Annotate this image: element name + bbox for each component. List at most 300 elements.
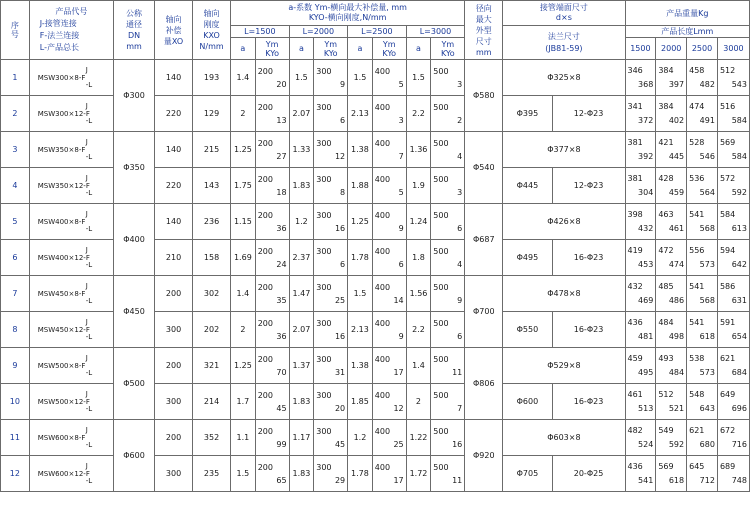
model-f: F	[85, 398, 90, 406]
header-len-2000: 2000	[656, 38, 687, 60]
header-dn: 公称 通径 DN mm	[113, 1, 154, 60]
lat2-ym: 300	[316, 66, 332, 76]
model-j: J	[85, 462, 88, 470]
header-axial-stiff: 轴向 刚度 KXO N/mm	[193, 1, 231, 60]
weight-b: 543	[731, 80, 747, 89]
header-ym3: Ym	[382, 39, 396, 49]
cell-xo: 140	[155, 204, 193, 240]
weight-a: 645	[689, 462, 705, 471]
cell-weight	[625, 240, 656, 276]
weight-a: 421	[658, 138, 674, 147]
cell-lat1	[255, 132, 289, 168]
weight-a: 672	[719, 426, 736, 435]
lat1-ym: 200	[257, 282, 273, 292]
model-l: -L	[85, 81, 93, 89]
model-f: F	[81, 146, 86, 154]
lat2-ym: 300	[316, 102, 332, 112]
model-f: F	[81, 362, 86, 370]
header-a1: a	[231, 38, 256, 60]
model-j: J	[85, 282, 88, 290]
header-L2500: L=2500	[348, 26, 407, 38]
header-ym2: Ym	[324, 39, 338, 49]
cell-od: Φ540	[465, 132, 503, 204]
cell-weight	[687, 240, 718, 276]
header-lateral-line2: KYO-横向刚度,N/mm	[308, 13, 387, 22]
weight-a: 591	[719, 318, 736, 327]
model-code: MSW600×12-	[37, 470, 86, 478]
cell-lat3	[372, 348, 406, 384]
model-f: F	[85, 182, 90, 190]
cell-lat3	[372, 168, 406, 204]
weight-a: 556	[689, 246, 705, 255]
cell-weight	[656, 168, 687, 204]
cell-a3: 1.38	[348, 348, 373, 384]
lat4-ym: 500	[433, 390, 449, 400]
cell-weight	[656, 96, 687, 132]
header-code-f: F-法兰连接	[39, 31, 80, 40]
model-l: -L	[85, 441, 93, 449]
lat1-kyo: 24	[276, 259, 287, 269]
header-L3000: L=3000	[406, 26, 465, 38]
header-flange-std: (JB81-59)	[545, 43, 583, 53]
lat2-ym: 300	[316, 282, 332, 292]
weight-a: 432	[627, 282, 643, 291]
weight-a: 459	[627, 354, 643, 363]
weight-a: 569	[719, 138, 736, 147]
weight-b: 392	[638, 152, 654, 161]
lat3-kyo: 14	[393, 295, 404, 305]
table-row	[1, 204, 750, 240]
cell-lat4	[431, 276, 465, 312]
lat1-kyo: 35	[276, 295, 287, 305]
lat1-ym: 200	[257, 318, 273, 328]
weight-b: 481	[638, 332, 654, 341]
weight-a: 549	[658, 426, 674, 435]
weight-a: 621	[689, 426, 705, 435]
weight-a: 572	[719, 174, 736, 183]
cell-kxo: 158	[193, 240, 231, 276]
lat1-ym: 200	[257, 462, 273, 472]
model-code: MSW500×8-	[37, 362, 82, 370]
cell-no: 4	[1, 168, 30, 204]
lat3-ym: 400	[374, 210, 391, 220]
table-row	[1, 420, 750, 456]
header-lateral-line1: a-系数 Ym-横向最大补偿量, mm	[288, 3, 407, 12]
cell-pipe: Φ529×8	[503, 348, 625, 384]
cell-a1: 1.25	[231, 132, 256, 168]
cell-kxo: 215	[193, 132, 231, 168]
lat3-ym: 400	[374, 462, 391, 472]
cell-no: 9	[1, 348, 30, 384]
weight-a: 463	[658, 210, 674, 219]
cell-kxo: 143	[193, 168, 231, 204]
lat2-ym: 300	[316, 138, 332, 148]
model-f: F	[81, 290, 86, 298]
weight-b: 568	[699, 296, 715, 305]
cell-dn: Φ600	[113, 420, 154, 492]
header-L1500: L=1500	[231, 26, 290, 38]
weight-b: 432	[638, 224, 654, 233]
lat4-ym: 500	[433, 354, 449, 364]
weight-b: 631	[731, 296, 747, 305]
cell-a1: 1.4	[231, 276, 256, 312]
weight-b: 368	[638, 80, 654, 89]
weight-a: 384	[658, 66, 674, 75]
lat4-ym: 500	[433, 102, 449, 112]
lat1-ym: 200	[257, 174, 273, 184]
cell-kxo: 214	[193, 384, 231, 420]
cell-a2: 1.83	[289, 168, 314, 204]
weight-b: 459	[668, 188, 685, 197]
cell-xo: 210	[155, 240, 193, 276]
header-len-1500: 1500	[625, 38, 656, 60]
lat3-ym: 400	[374, 390, 391, 400]
cell-lat1	[255, 168, 289, 204]
model-f: F	[85, 254, 90, 262]
lat4-kyo: 4	[457, 259, 463, 269]
cell-lat2	[314, 240, 348, 276]
lat4-kyo: 4	[457, 151, 463, 161]
cell-a1: 1.1	[231, 420, 256, 456]
lat1-kyo: 99	[276, 439, 287, 449]
lat4-kyo: 2	[457, 115, 463, 125]
weight-b: 304	[638, 188, 654, 197]
lat1-ym: 200	[257, 138, 273, 148]
lat4-kyo: 11	[452, 475, 463, 485]
model-text	[38, 254, 90, 263]
cell-pipe: Φ377×8	[503, 132, 625, 168]
cell-weight	[717, 132, 749, 168]
lat2-kyo: 16	[334, 331, 346, 341]
cell-flange-d: Φ550	[503, 312, 552, 348]
cell-lat4	[431, 168, 465, 204]
weight-b: 484	[668, 368, 685, 377]
lat1-kyo: 18	[276, 187, 287, 197]
lat2-ym: 300	[316, 426, 332, 436]
weight-a: 482	[627, 426, 643, 435]
table-row	[1, 312, 750, 348]
weight-b: 712	[699, 476, 715, 485]
cell-kxo: 302	[193, 276, 231, 312]
weight-a: 381	[627, 174, 643, 183]
cell-weight	[687, 384, 718, 420]
weight-b: 716	[731, 440, 747, 449]
cell-a3: 1.78	[348, 240, 373, 276]
header-L2000: L=2000	[289, 26, 348, 38]
cell-model	[29, 384, 113, 420]
weight-b: 592	[731, 188, 747, 197]
lat3-kyo: 25	[393, 439, 404, 449]
model-text	[38, 434, 86, 443]
weight-a: 484	[658, 318, 674, 327]
cell-lat2	[314, 168, 348, 204]
cell-a4: 1.22	[406, 420, 431, 456]
cell-no: 11	[1, 420, 30, 456]
cell-weight	[656, 348, 687, 384]
cell-model	[29, 312, 113, 348]
header-len-2500: 2500	[687, 38, 718, 60]
cell-lat3	[372, 276, 406, 312]
model-f: F	[85, 110, 90, 118]
model-f: F	[85, 326, 90, 334]
cell-a1: 1.5	[231, 456, 256, 492]
cell-weight	[656, 456, 687, 492]
header-ymkyo4	[431, 38, 465, 60]
model-code: MSW300×12-	[37, 110, 86, 118]
cell-weight	[717, 420, 749, 456]
cell-xo: 140	[155, 60, 193, 96]
cell-weight	[687, 132, 718, 168]
lat2-kyo: 29	[334, 475, 346, 485]
cell-no: 7	[1, 276, 30, 312]
table-row	[1, 456, 750, 492]
lat3-ym: 400	[374, 246, 391, 256]
lat2-kyo: 6	[340, 115, 346, 125]
weight-b: 654	[731, 332, 747, 341]
model-l: -L	[85, 405, 93, 413]
cell-lat4	[431, 348, 465, 384]
model-text	[38, 362, 86, 371]
lat2-kyo: 12	[334, 151, 346, 161]
cell-a2: 2.07	[289, 96, 314, 132]
lat3-kyo: 12	[393, 403, 404, 413]
cell-weight	[687, 276, 718, 312]
cell-a4: 1.4	[406, 348, 431, 384]
cell-no: 8	[1, 312, 30, 348]
cell-weight	[717, 204, 749, 240]
cell-pipe: Φ603×8	[503, 420, 625, 456]
lat2-kyo: 25	[334, 295, 346, 305]
weight-a: 341	[627, 102, 643, 111]
lat3-kyo: 9	[398, 223, 404, 233]
cell-kxo: 235	[193, 456, 231, 492]
header-a3: a	[348, 38, 373, 60]
cell-a4: 1.24	[406, 204, 431, 240]
lat4-kyo: 3	[457, 187, 463, 197]
cell-lat4	[431, 312, 465, 348]
lat1-ym: 200	[257, 426, 273, 436]
cell-flange-d: Φ600	[503, 384, 552, 420]
lat3-ym: 400	[374, 282, 391, 292]
cell-xo: 200	[155, 348, 193, 384]
weight-b: 521	[668, 404, 685, 413]
cell-a2: 2.07	[289, 312, 314, 348]
cell-a1: 1.7	[231, 384, 256, 420]
weight-a: 436	[627, 462, 643, 471]
cell-od: Φ687	[465, 204, 503, 276]
cell-a2: 1.83	[289, 456, 314, 492]
cell-lat1	[255, 60, 289, 96]
weight-b: 568	[699, 224, 715, 233]
cell-model	[29, 276, 113, 312]
cell-a1: 1.69	[231, 240, 256, 276]
cell-a4: 2.2	[406, 312, 431, 348]
cell-a3: 1.78	[348, 456, 373, 492]
cell-weight	[625, 420, 656, 456]
weight-b: 546	[699, 152, 715, 161]
lat1-ym: 200	[257, 354, 273, 364]
lat2-kyo: 16	[334, 223, 346, 233]
cell-lat2	[314, 132, 348, 168]
cell-lat4	[431, 240, 465, 276]
cell-lat4	[431, 420, 465, 456]
cell-dn: Φ400	[113, 204, 154, 276]
lat4-ym: 500	[433, 210, 449, 220]
lat3-ym: 400	[374, 102, 391, 112]
lat2-ym: 300	[316, 246, 332, 256]
lat2-kyo: 9	[340, 79, 346, 89]
cell-a3: 2.13	[348, 312, 373, 348]
table-row	[1, 60, 750, 96]
lat3-ym: 400	[374, 66, 391, 76]
weight-a: 594	[719, 246, 736, 255]
weight-a: 528	[689, 138, 705, 147]
cell-weight	[656, 312, 687, 348]
cell-weight	[687, 420, 718, 456]
weight-b: 495	[638, 368, 654, 377]
header-lateral	[231, 1, 465, 26]
header-flange-title: 法兰尺寸	[547, 31, 580, 41]
weight-a: 485	[658, 282, 674, 291]
weight-b: 573	[699, 368, 715, 377]
cell-weight	[717, 312, 749, 348]
weight-a: 381	[627, 138, 643, 147]
cell-weight	[717, 96, 749, 132]
cell-lat3	[372, 204, 406, 240]
table-header	[1, 1, 750, 60]
model-code: MSW400×12-	[37, 254, 86, 262]
cell-no: 5	[1, 204, 30, 240]
cell-weight	[625, 312, 656, 348]
model-l: -L	[85, 189, 93, 197]
lat4-ym: 500	[433, 282, 449, 292]
lat1-kyo: 20	[276, 79, 287, 89]
cell-lat3	[372, 384, 406, 420]
weight-b: 486	[668, 296, 685, 305]
lat2-kyo: 6	[340, 259, 346, 269]
lat3-kyo: 9	[398, 331, 404, 341]
weight-a: 516	[719, 102, 736, 111]
cell-lat1	[255, 384, 289, 420]
cell-weight	[656, 132, 687, 168]
header-axial-comp: 轴向 补偿 量XO	[155, 1, 193, 60]
cell-lat2	[314, 456, 348, 492]
weight-b: 482	[699, 80, 715, 89]
model-f: F	[85, 470, 90, 478]
cell-lat1	[255, 276, 289, 312]
cell-od: Φ700	[465, 276, 503, 348]
cell-pipe: Φ426×8	[503, 204, 625, 240]
lat4-ym: 500	[433, 174, 449, 184]
cell-weight	[717, 168, 749, 204]
table-row	[1, 240, 750, 276]
cell-flange-b: 12-Φ23	[552, 168, 625, 204]
weight-b: 402	[668, 116, 685, 125]
cell-lat4	[431, 456, 465, 492]
model-j: J	[85, 426, 88, 434]
cell-no: 10	[1, 384, 30, 420]
model-l: -L	[85, 153, 93, 161]
model-code: MSW500×12-	[37, 398, 86, 406]
model-j: J	[85, 102, 88, 110]
header-ym4: Ym	[441, 39, 455, 49]
header-weight: 产品重量Kg	[625, 1, 750, 26]
model-j: J	[85, 174, 88, 182]
cell-weight	[717, 276, 749, 312]
lat3-ym: 400	[374, 174, 391, 184]
header-len-3000: 3000	[717, 38, 749, 60]
cell-a4: 1.56	[406, 276, 431, 312]
lat4-ym: 500	[433, 246, 449, 256]
lat4-kyo: 6	[457, 331, 463, 341]
weight-a: 548	[689, 390, 705, 399]
cell-kxo: 352	[193, 420, 231, 456]
cell-model	[29, 60, 113, 96]
cell-a4: 1.5	[406, 60, 431, 96]
lat2-kyo: 31	[334, 367, 346, 377]
cell-dn: Φ450	[113, 276, 154, 348]
weight-b: 445	[668, 152, 685, 161]
weight-b: 584	[731, 116, 747, 125]
header-pipe-end-title: 接管端面尺寸	[539, 3, 588, 12]
weight-b: 453	[638, 260, 654, 269]
cell-model	[29, 348, 113, 384]
lat1-ym: 200	[257, 66, 273, 76]
cell-weight	[656, 420, 687, 456]
header-ymkyo1	[255, 38, 289, 60]
header-ym1: Ym	[265, 39, 279, 49]
lat4-kyo: 7	[457, 403, 463, 413]
weight-b: 474	[668, 260, 685, 269]
cell-lat1	[255, 204, 289, 240]
cell-model	[29, 96, 113, 132]
header-no: 序 号	[1, 1, 30, 60]
model-j: J	[85, 210, 88, 218]
cell-flange-b: 20-Φ25	[552, 456, 625, 492]
cell-od: Φ580	[465, 60, 503, 132]
lat1-kyo: 36	[276, 331, 287, 341]
lat3-ym: 400	[374, 318, 391, 328]
cell-a2: 1.2	[289, 204, 314, 240]
cell-a3: 1.5	[348, 60, 373, 96]
lat2-kyo: 20	[334, 403, 346, 413]
cell-dn: Φ300	[113, 60, 154, 132]
lat1-kyo: 13	[276, 115, 287, 125]
header-ymkyo3	[372, 38, 406, 60]
cell-lat2	[314, 312, 348, 348]
model-text	[38, 218, 86, 227]
weight-a: 689	[719, 462, 736, 471]
weight-a: 649	[719, 390, 736, 399]
cell-a4: 1.72	[406, 456, 431, 492]
cell-lat4	[431, 132, 465, 168]
cell-a2: 1.83	[289, 384, 314, 420]
weight-a: 536	[689, 174, 705, 183]
cell-a4: 1.9	[406, 168, 431, 204]
cell-flange-b: 16-Φ23	[552, 312, 625, 348]
table-row	[1, 384, 750, 420]
cell-kxo: 193	[193, 60, 231, 96]
cell-model	[29, 204, 113, 240]
model-l: -L	[85, 225, 93, 233]
cell-a2: 1.33	[289, 132, 314, 168]
cell-model	[29, 420, 113, 456]
cell-flange-d: Φ445	[503, 168, 552, 204]
cell-lat1	[255, 348, 289, 384]
weight-b: 372	[638, 116, 654, 125]
model-j: J	[85, 138, 88, 146]
cell-a2: 2.37	[289, 240, 314, 276]
